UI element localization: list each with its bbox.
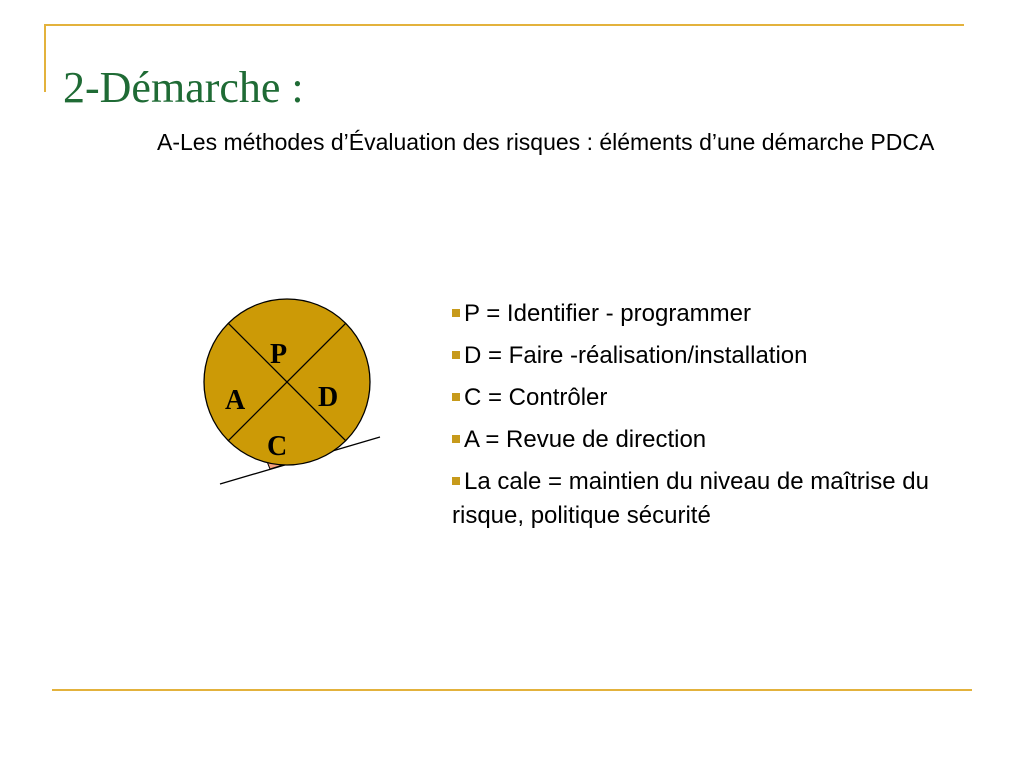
bullet-text: P = Identifier - programmer	[464, 300, 752, 327]
slide-title: 2-Démarche :	[63, 63, 304, 112]
bullet-item	[452, 465, 972, 533]
bullet-text: La cale = maintien du niveau de maîtrise du risque, politique sécurité	[452, 468, 929, 529]
square-bullet-icon	[452, 477, 460, 485]
slide-subtitle: A-Les méthodes d’Évaluation des risques : éléments d’une démarche PDCA	[157, 129, 935, 155]
bullet-list	[452, 293, 972, 533]
bullet-item	[452, 377, 972, 419]
bullet-item	[452, 419, 972, 461]
square-bullet-icon	[452, 435, 460, 443]
bullet-item	[452, 293, 972, 335]
square-bullet-icon	[452, 309, 460, 317]
bullet-text: C = Contrôler	[464, 384, 608, 411]
bullet-text: A = Revue de direction	[464, 426, 707, 453]
label-d: D	[318, 382, 339, 413]
bullet-text: D = Faire -réalisation/installation	[464, 342, 808, 369]
label-a: A	[225, 385, 246, 416]
label-p: P	[270, 339, 288, 370]
bullet-item	[452, 335, 972, 377]
label-c: C	[267, 431, 288, 462]
square-bullet-icon	[452, 393, 460, 401]
square-bullet-icon	[452, 351, 460, 359]
